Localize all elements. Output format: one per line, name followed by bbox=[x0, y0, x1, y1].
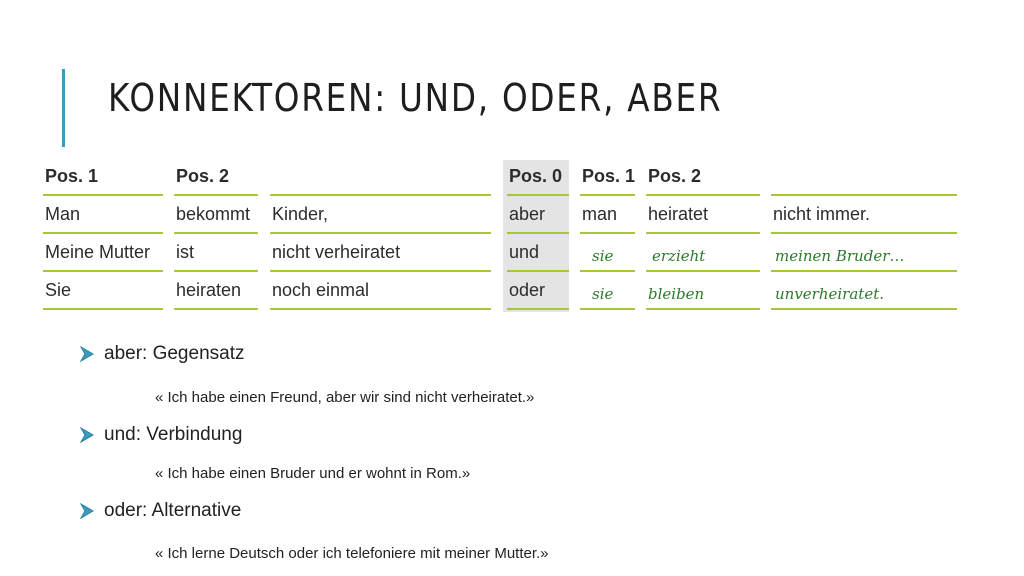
example-sentence: « Ich habe einen Freund, aber wir sind nicht verheiratet.» bbox=[155, 389, 535, 406]
handwritten-cell: sie bbox=[580, 272, 635, 310]
handwritten-cell: unverheiratet. bbox=[771, 272, 957, 310]
table-cell: Sie bbox=[43, 272, 163, 310]
header-rest bbox=[270, 158, 491, 196]
arrow-bullet-icon bbox=[80, 503, 94, 519]
table-cell: nicht immer. bbox=[771, 196, 957, 234]
header-restb bbox=[771, 158, 957, 196]
header-pos2b: Pos. 2 bbox=[646, 158, 760, 196]
handwritten-cell: bleiben bbox=[646, 272, 760, 310]
bullet-label: oder: Alternative bbox=[104, 500, 242, 521]
arrow-bullet-icon bbox=[80, 427, 94, 443]
table-cell: noch einmal bbox=[270, 272, 491, 310]
table-cell: oder bbox=[507, 272, 569, 310]
table-cell: bekommt bbox=[174, 196, 258, 234]
arrow-bullet-icon bbox=[80, 346, 94, 362]
table-cell: Man bbox=[43, 196, 163, 234]
table-cell: aber bbox=[507, 196, 569, 234]
bullet-label: aber: Gegensatz bbox=[104, 343, 245, 364]
table-cell: man bbox=[580, 196, 635, 234]
example-sentence: « Ich habe einen Bruder und er wohnt in Rom.» bbox=[155, 465, 471, 482]
handwritten-cell: sie bbox=[580, 234, 635, 272]
table-cell: heiratet bbox=[646, 196, 760, 234]
table-cell: Meine Mutter bbox=[43, 234, 163, 272]
bullet-label: und: Verbindung bbox=[104, 424, 243, 445]
bullet-item bbox=[80, 343, 244, 365]
table-cell: ist bbox=[174, 234, 258, 272]
example-sentence: « Ich lerne Deutsch oder ich telefoniere mit meiner Mutter.» bbox=[155, 545, 549, 562]
header-pos0: Pos. 0 bbox=[507, 158, 569, 196]
table-cell: und bbox=[507, 234, 569, 272]
header-pos1: Pos. 1 bbox=[43, 158, 163, 196]
table-cell: heiraten bbox=[174, 272, 258, 310]
bullet-item bbox=[80, 500, 241, 522]
table-cell: Kinder, bbox=[270, 196, 491, 234]
header-pos2: Pos. 2 bbox=[174, 158, 258, 196]
bullet-item bbox=[80, 424, 242, 446]
header-pos1b: Pos. 1 bbox=[580, 158, 635, 196]
slide-title: KONNEKTOREN: UND, ODER, ABER bbox=[108, 76, 723, 120]
handwritten-cell: meinen Bruder… bbox=[771, 234, 957, 272]
table-cell: nicht verheiratet bbox=[270, 234, 491, 272]
handwritten-cell: erzieht bbox=[646, 234, 760, 272]
